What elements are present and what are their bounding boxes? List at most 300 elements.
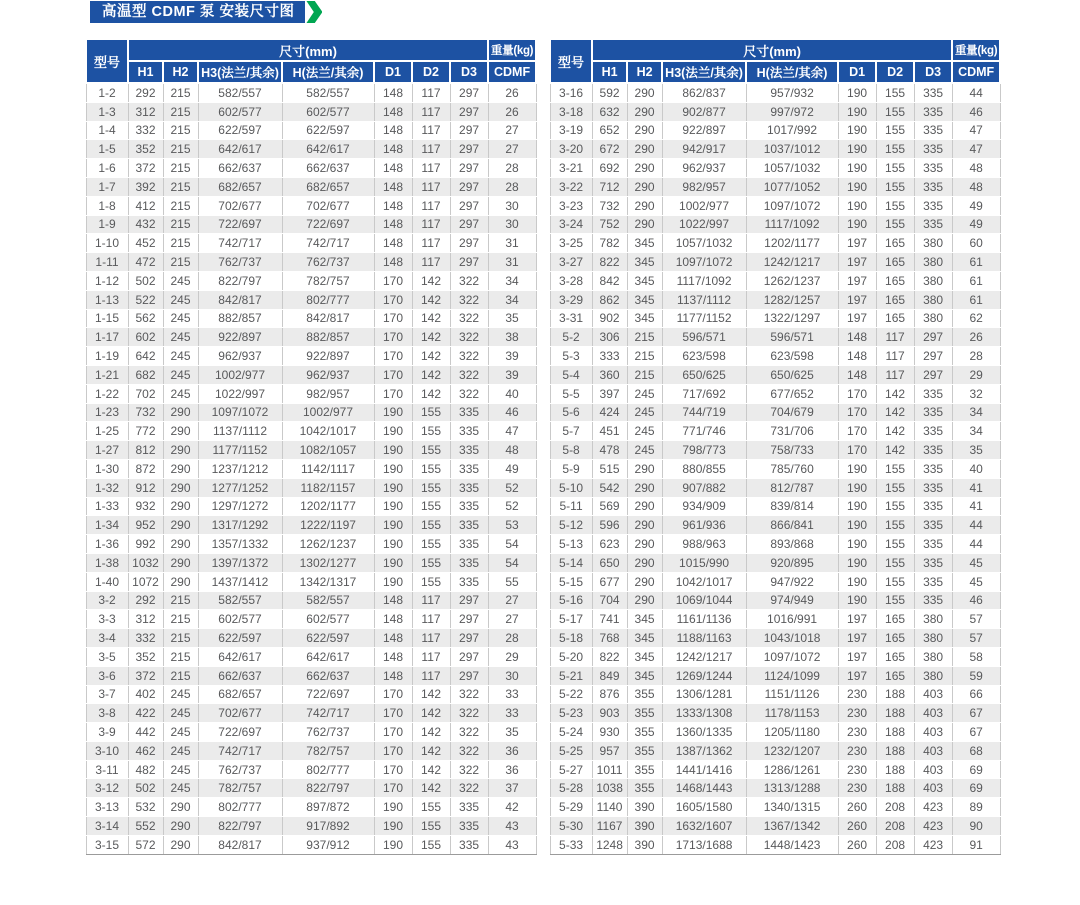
table-row [550, 629, 1000, 648]
table-row [86, 177, 536, 196]
model-cell: 1-22 [86, 384, 128, 403]
table-row [86, 365, 536, 384]
d3-cell: 335 [914, 516, 952, 535]
weight-cell: 69 [952, 760, 1000, 779]
d2-cell: 155 [876, 140, 914, 159]
model-cell: 1-34 [86, 516, 128, 535]
h-cell: 731/706 [746, 422, 838, 441]
h1-cell: 862 [592, 290, 627, 309]
h2-cell: 215 [163, 629, 198, 648]
weight-cell: 39 [488, 347, 536, 366]
table-row [550, 328, 1000, 347]
table-body-left [86, 83, 536, 854]
d3-cell: 335 [914, 422, 952, 441]
h1-cell: 692 [592, 159, 627, 178]
d1-cell: 230 [838, 704, 876, 723]
d3-cell: 335 [450, 516, 488, 535]
h1-cell: 822 [592, 647, 627, 666]
d3-cell: 322 [450, 779, 488, 798]
table-row [86, 290, 536, 309]
weight-cell: 27 [488, 140, 536, 159]
col-header-d1: D1 [838, 61, 876, 83]
weight-cell: 30 [488, 196, 536, 215]
d2-cell: 188 [876, 741, 914, 760]
h1-cell: 702 [128, 384, 163, 403]
weight-cell: 43 [488, 817, 536, 836]
weight-cell: 48 [488, 441, 536, 460]
h1-cell: 515 [592, 459, 627, 478]
model-cell: 1-17 [86, 328, 128, 347]
d1-cell: 190 [374, 441, 412, 460]
table-row [550, 779, 1000, 798]
weight-cell: 54 [488, 553, 536, 572]
h2-cell: 355 [627, 741, 662, 760]
h2-cell: 290 [163, 497, 198, 516]
d1-cell: 148 [374, 647, 412, 666]
h-cell: 623/598 [746, 347, 838, 366]
d2-cell: 117 [412, 647, 450, 666]
d2-cell: 155 [876, 591, 914, 610]
d2-cell: 155 [412, 835, 450, 854]
h2-cell: 290 [627, 535, 662, 554]
h2-cell: 215 [627, 347, 662, 366]
h-cell: 802/777 [282, 760, 374, 779]
h2-cell: 345 [627, 253, 662, 272]
model-cell: 5-5 [550, 384, 592, 403]
weight-cell: 39 [488, 365, 536, 384]
model-cell: 1-19 [86, 347, 128, 366]
h-cell: 802/777 [282, 290, 374, 309]
h3-cell: 1713/1688 [662, 835, 746, 854]
h-cell: 1342/1317 [282, 572, 374, 591]
h1-cell: 741 [592, 610, 627, 629]
d2-cell: 142 [412, 779, 450, 798]
model-cell: 3-29 [550, 290, 592, 309]
weight-cell: 31 [488, 234, 536, 253]
h2-cell: 245 [163, 779, 198, 798]
table-row [86, 441, 536, 460]
h2-cell: 215 [163, 140, 198, 159]
d1-cell: 170 [374, 723, 412, 742]
h3-cell: 1097/1072 [662, 253, 746, 272]
table-row [86, 704, 536, 723]
h3-cell: 582/557 [198, 83, 282, 102]
model-cell: 3-16 [550, 83, 592, 102]
weight-cell: 41 [952, 497, 1000, 516]
weight-cell: 49 [952, 196, 1000, 215]
h3-cell: 1387/1362 [662, 741, 746, 760]
h-cell: 722/697 [282, 215, 374, 234]
d1-cell: 197 [838, 271, 876, 290]
h-cell: 1057/1032 [746, 159, 838, 178]
weight-cell: 61 [952, 271, 1000, 290]
d2-cell: 155 [876, 177, 914, 196]
d3-cell: 423 [914, 817, 952, 836]
d3-cell: 297 [450, 666, 488, 685]
h3-cell: 922/897 [662, 121, 746, 140]
h1-cell: 542 [592, 478, 627, 497]
model-cell: 3-11 [86, 760, 128, 779]
h3-cell: 988/963 [662, 535, 746, 554]
h2-cell: 215 [163, 102, 198, 121]
d2-cell: 155 [876, 516, 914, 535]
h3-cell: 1441/1416 [662, 760, 746, 779]
table-row [86, 572, 536, 591]
h2-cell: 290 [163, 817, 198, 836]
d3-cell: 297 [450, 591, 488, 610]
d3-cell: 322 [450, 760, 488, 779]
weight-cell: 38 [488, 328, 536, 347]
table-row [86, 779, 536, 798]
h1-cell: 462 [128, 741, 163, 760]
h2-cell: 290 [627, 478, 662, 497]
col-header-model: 型号 [550, 39, 592, 83]
weight-cell: 44 [952, 535, 1000, 554]
d2-cell: 142 [876, 441, 914, 460]
h2-cell: 215 [627, 365, 662, 384]
h-cell: 1142/1117 [282, 459, 374, 478]
h2-cell: 215 [163, 666, 198, 685]
table-row [550, 177, 1000, 196]
model-cell: 3-25 [550, 234, 592, 253]
d2-cell: 208 [876, 817, 914, 836]
h-cell: 582/557 [282, 591, 374, 610]
d3-cell: 322 [450, 290, 488, 309]
d3-cell: 297 [450, 215, 488, 234]
weight-cell: 47 [488, 422, 536, 441]
h1-cell: 902 [592, 309, 627, 328]
d1-cell: 190 [838, 83, 876, 102]
h-cell: 1016/991 [746, 610, 838, 629]
h2-cell: 215 [627, 328, 662, 347]
d2-cell: 155 [412, 572, 450, 591]
h1-cell: 372 [128, 666, 163, 685]
h-cell: 1097/1072 [746, 647, 838, 666]
col-header-cdmf: CDMF [952, 61, 1000, 83]
d1-cell: 230 [838, 741, 876, 760]
d1-cell: 190 [374, 478, 412, 497]
model-cell: 5-7 [550, 422, 592, 441]
table-row [550, 347, 1000, 366]
h-cell: 1302/1277 [282, 553, 374, 572]
d1-cell: 148 [374, 121, 412, 140]
weight-cell: 28 [488, 177, 536, 196]
d3-cell: 335 [914, 497, 952, 516]
d1-cell: 148 [374, 234, 412, 253]
col-header-h2: H2 [627, 61, 662, 83]
h2-cell: 245 [163, 328, 198, 347]
h3-cell: 1022/997 [198, 384, 282, 403]
h1-cell: 352 [128, 647, 163, 666]
h3-cell: 1161/1136 [662, 610, 746, 629]
table-row [86, 647, 536, 666]
d2-cell: 142 [412, 347, 450, 366]
h1-cell: 872 [128, 459, 163, 478]
weight-cell: 69 [952, 779, 1000, 798]
model-cell: 3-15 [86, 835, 128, 854]
d3-cell: 335 [914, 591, 952, 610]
weight-cell: 33 [488, 685, 536, 704]
d1-cell: 170 [374, 685, 412, 704]
d3-cell: 335 [914, 459, 952, 478]
h3-cell: 1357/1332 [198, 535, 282, 554]
table-row [86, 723, 536, 742]
h1-cell: 397 [592, 384, 627, 403]
h-cell: 1117/1092 [746, 215, 838, 234]
h3-cell: 1632/1607 [662, 817, 746, 836]
table-row [550, 572, 1000, 591]
h3-cell: 880/855 [662, 459, 746, 478]
h3-cell: 717/692 [662, 384, 746, 403]
d1-cell: 190 [838, 591, 876, 610]
h1-cell: 432 [128, 215, 163, 234]
table-row [86, 196, 536, 215]
header-row-columns [550, 61, 1000, 83]
h-cell: 1097/1072 [746, 196, 838, 215]
h3-cell: 982/957 [662, 177, 746, 196]
d2-cell: 117 [412, 591, 450, 610]
d1-cell: 148 [374, 83, 412, 102]
weight-cell: 40 [952, 459, 1000, 478]
model-cell: 5-14 [550, 553, 592, 572]
h1-cell: 842 [592, 271, 627, 290]
h3-cell: 742/717 [198, 234, 282, 253]
h2-cell: 290 [163, 572, 198, 591]
model-cell: 3-7 [86, 685, 128, 704]
h3-cell: 596/571 [662, 328, 746, 347]
d2-cell: 155 [876, 83, 914, 102]
h3-cell: 744/719 [662, 403, 746, 422]
h2-cell: 215 [163, 253, 198, 272]
d3-cell: 297 [450, 196, 488, 215]
h-cell: 582/557 [282, 83, 374, 102]
d1-cell: 148 [838, 328, 876, 347]
col-header-weight-group: 重量(kg) [488, 39, 536, 61]
model-cell: 3-20 [550, 140, 592, 159]
d1-cell: 190 [838, 215, 876, 234]
weight-cell: 26 [488, 83, 536, 102]
d3-cell: 335 [450, 422, 488, 441]
weight-cell: 46 [952, 591, 1000, 610]
model-cell: 3-13 [86, 798, 128, 817]
weight-cell: 36 [488, 760, 536, 779]
h1-cell: 352 [128, 140, 163, 159]
model-cell: 1-5 [86, 140, 128, 159]
d1-cell: 190 [374, 535, 412, 554]
h3-cell: 1042/1017 [662, 572, 746, 591]
h1-cell: 992 [128, 535, 163, 554]
weight-cell: 49 [488, 459, 536, 478]
d1-cell: 170 [374, 271, 412, 290]
d3-cell: 335 [450, 553, 488, 572]
h2-cell: 245 [627, 441, 662, 460]
d1-cell: 230 [838, 723, 876, 742]
h3-cell: 762/737 [198, 760, 282, 779]
table-row [550, 309, 1000, 328]
h1-cell: 903 [592, 704, 627, 723]
d2-cell: 155 [412, 817, 450, 836]
d1-cell: 190 [374, 422, 412, 441]
model-cell: 1-12 [86, 271, 128, 290]
d3-cell: 423 [914, 798, 952, 817]
table-row [550, 441, 1000, 460]
h2-cell: 290 [163, 459, 198, 478]
d2-cell: 142 [412, 704, 450, 723]
h2-cell: 355 [627, 779, 662, 798]
h3-cell: 962/937 [662, 159, 746, 178]
h-cell: 812/787 [746, 478, 838, 497]
weight-cell: 53 [488, 516, 536, 535]
h3-cell: 1069/1044 [662, 591, 746, 610]
h3-cell: 1137/1112 [198, 422, 282, 441]
h2-cell: 345 [627, 309, 662, 328]
d1-cell: 148 [374, 629, 412, 648]
d2-cell: 142 [412, 723, 450, 742]
model-cell: 5-29 [550, 798, 592, 817]
d3-cell: 423 [914, 835, 952, 854]
h3-cell: 1360/1335 [662, 723, 746, 742]
h3-cell: 922/897 [198, 328, 282, 347]
model-cell: 3-27 [550, 253, 592, 272]
h3-cell: 798/773 [662, 441, 746, 460]
d3-cell: 403 [914, 723, 952, 742]
h1-cell: 822 [592, 253, 627, 272]
d1-cell: 190 [838, 572, 876, 591]
d2-cell: 165 [876, 610, 914, 629]
d2-cell: 117 [412, 177, 450, 196]
weight-cell: 57 [952, 629, 1000, 648]
d2-cell: 155 [876, 535, 914, 554]
weight-cell: 44 [952, 516, 1000, 535]
model-cell: 3-9 [86, 723, 128, 742]
d3-cell: 322 [450, 741, 488, 760]
table-row [550, 666, 1000, 685]
h-cell: 782/757 [282, 271, 374, 290]
d2-cell: 188 [876, 704, 914, 723]
d3-cell: 297 [450, 140, 488, 159]
h3-cell: 822/797 [198, 817, 282, 836]
d1-cell: 197 [838, 610, 876, 629]
d2-cell: 117 [412, 121, 450, 140]
d3-cell: 322 [450, 271, 488, 290]
table-row [550, 121, 1000, 140]
d3-cell: 335 [914, 177, 952, 196]
d3-cell: 403 [914, 741, 952, 760]
h2-cell: 215 [163, 215, 198, 234]
table-row [550, 253, 1000, 272]
d3-cell: 322 [450, 384, 488, 403]
h3-cell: 902/877 [662, 102, 746, 121]
table-row [550, 591, 1000, 610]
model-cell: 5-27 [550, 760, 592, 779]
weight-cell: 60 [952, 234, 1000, 253]
h2-cell: 245 [163, 347, 198, 366]
h-cell: 1017/992 [746, 121, 838, 140]
h3-cell: 1306/1281 [662, 685, 746, 704]
h-cell: 1222/1197 [282, 516, 374, 535]
h3-cell: 1188/1163 [662, 629, 746, 648]
weight-cell: 62 [952, 309, 1000, 328]
model-cell: 5-2 [550, 328, 592, 347]
weight-cell: 30 [488, 666, 536, 685]
d1-cell: 170 [838, 403, 876, 422]
d2-cell: 117 [876, 328, 914, 347]
model-cell: 5-15 [550, 572, 592, 591]
h1-cell: 930 [592, 723, 627, 742]
h-cell: 677/652 [746, 384, 838, 403]
h1-cell: 522 [128, 290, 163, 309]
table-row [86, 666, 536, 685]
h2-cell: 215 [163, 647, 198, 666]
d1-cell: 190 [374, 516, 412, 535]
h-cell: 957/932 [746, 83, 838, 102]
d3-cell: 403 [914, 760, 952, 779]
d1-cell: 170 [838, 422, 876, 441]
model-cell: 5-17 [550, 610, 592, 629]
h2-cell: 215 [163, 196, 198, 215]
model-cell: 1-27 [86, 441, 128, 460]
d2-cell: 142 [412, 271, 450, 290]
h-cell: 1286/1261 [746, 760, 838, 779]
h1-cell: 932 [128, 497, 163, 516]
weight-cell: 33 [488, 704, 536, 723]
weight-cell: 91 [952, 835, 1000, 854]
d1-cell: 170 [374, 384, 412, 403]
h1-cell: 422 [128, 704, 163, 723]
d2-cell: 142 [876, 384, 914, 403]
d1-cell: 197 [838, 647, 876, 666]
d1-cell: 190 [838, 535, 876, 554]
h-cell: 662/637 [282, 666, 374, 685]
d2-cell: 155 [412, 441, 450, 460]
model-cell: 5-16 [550, 591, 592, 610]
table-row [550, 497, 1000, 516]
h1-cell: 1140 [592, 798, 627, 817]
model-cell: 5-8 [550, 441, 592, 460]
d1-cell: 170 [374, 760, 412, 779]
model-cell: 3-12 [86, 779, 128, 798]
d3-cell: 335 [450, 459, 488, 478]
table-row [550, 610, 1000, 629]
weight-cell: 29 [488, 647, 536, 666]
d3-cell: 335 [450, 478, 488, 497]
h2-cell: 245 [163, 309, 198, 328]
table-row [550, 478, 1000, 497]
d1-cell: 190 [838, 159, 876, 178]
h1-cell: 957 [592, 741, 627, 760]
h3-cell: 782/757 [198, 779, 282, 798]
d1-cell: 190 [838, 177, 876, 196]
d2-cell: 188 [876, 723, 914, 742]
d1-cell: 170 [838, 384, 876, 403]
h3-cell: 842/817 [198, 290, 282, 309]
h2-cell: 345 [627, 234, 662, 253]
col-header-h1: H1 [128, 61, 163, 83]
d3-cell: 322 [450, 365, 488, 384]
h2-cell: 290 [627, 102, 662, 121]
model-cell: 1-9 [86, 215, 128, 234]
h2-cell: 290 [627, 140, 662, 159]
h1-cell: 642 [128, 347, 163, 366]
d3-cell: 322 [450, 723, 488, 742]
h2-cell: 245 [163, 741, 198, 760]
d2-cell: 155 [876, 553, 914, 572]
h3-cell: 722/697 [198, 215, 282, 234]
weight-cell: 35 [488, 309, 536, 328]
h-cell: 1313/1288 [746, 779, 838, 798]
table-row [550, 365, 1000, 384]
h-cell: 962/937 [282, 365, 374, 384]
